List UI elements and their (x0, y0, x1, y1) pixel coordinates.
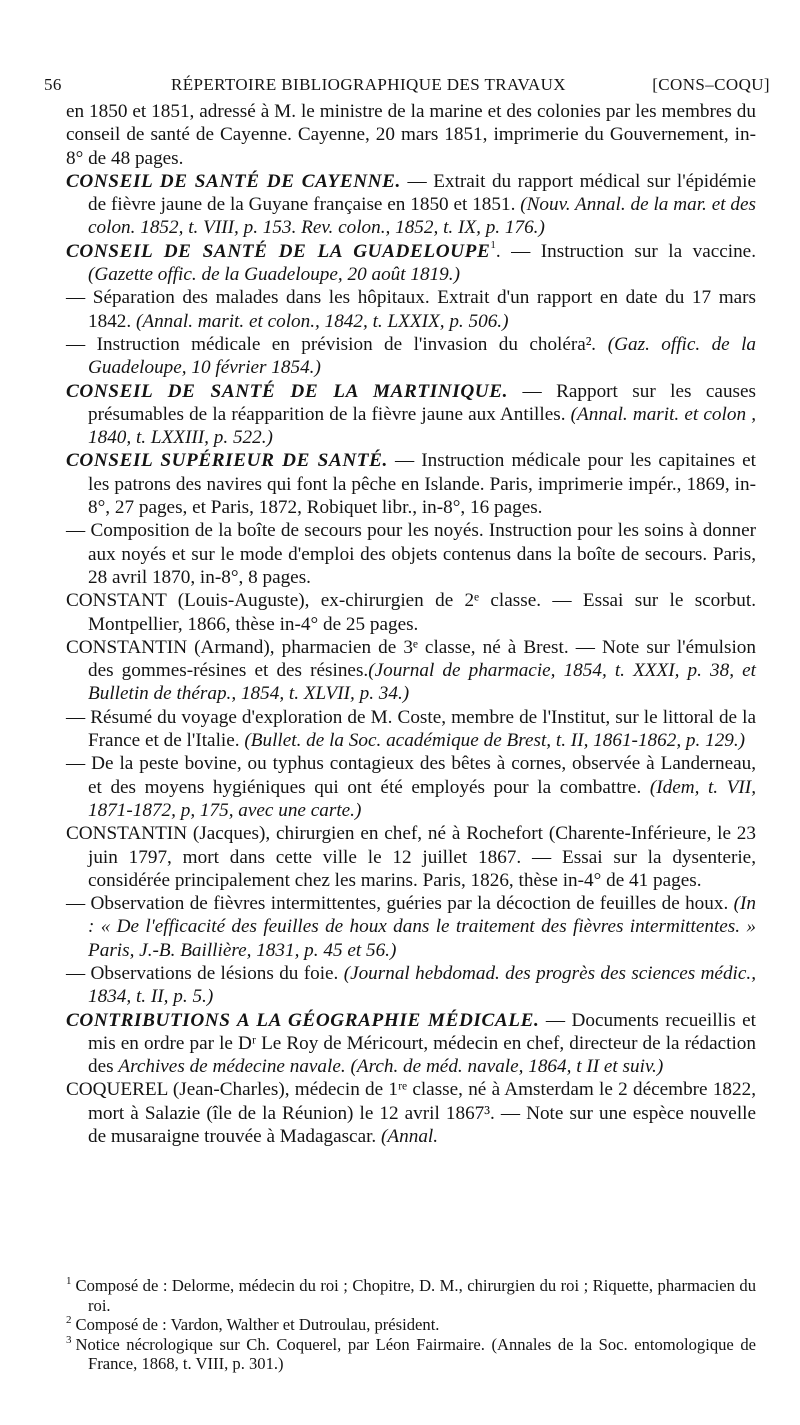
entry-source: (Journal de pharmacie, 1854, t. XXXI, p. 38, et Bulletin de thérap., 1854, t. XLVII, p. 34.) (88, 660, 756, 705)
entry (66, 706, 756, 753)
entry-range: [CONS–COQU] (652, 75, 770, 94)
entry-text: COQUEREL (Jean-Charles), médecin de 1ʳᵉ classe, né à Amsterdam le 2 décembre 1822, mort à Salazie (île de la Réunion) le 12 avril 1867³. — Note sur une espèce nouvelle de musaraigne trouvée à Madagascar. (66, 1079, 756, 1148)
entry-source: (Annal. marit. et colon , 1840, t. LXXIII, p. 522.) (88, 403, 757, 449)
entry-source: (Annal. (381, 1126, 439, 1148)
entry-text: — Extrait du rapport médical sur l'épidémie de fièvre jaune de la Guyane française en 1850 et 1851. (88, 170, 756, 216)
entry (66, 449, 756, 519)
entry-source: (Journal hebdomad. des progrès des sciences médic., 1834, t. II, p. 5.) (88, 962, 756, 1008)
footnote (66, 1315, 756, 1335)
entry-text: CONSTANTIN (Armand), pharmacien de 3ᵉ classe, né à Brest. — Note sur l'émulsion des gommes-résines et des résines. (66, 636, 756, 682)
entry (66, 892, 756, 962)
entry (66, 962, 756, 1009)
entry-text: — Résumé du voyage d'exploration de M. Coste, membre de l'Institut, sur le littoral de la France et de l'Italie. (66, 706, 756, 752)
entry-text: — Documents recueillis et mis en ordre par le Dʳ Le Roy de Méricourt, médecin en chef, directeur de la rédaction des (88, 1009, 756, 1078)
entry-heading: CONSEIL DE SANTÉ DE LA MARTINIQUE. (66, 380, 509, 402)
entry-source: (In : « De l'efficacité des feuilles de houx dans le traitement des fièvres intermittentes. » Paris, J.-B. Baillière, 1831, p. 45 et 56.) (88, 893, 756, 961)
entry-text: — Observations de lésions du foie. (66, 962, 344, 984)
footnote-text: Composé de : Vardon, Walther et Dutroulau, président. (75, 1315, 440, 1334)
entry-heading: CONSEIL DE SANTÉ DE CAYENNE. (66, 170, 401, 192)
entry-heading: CONSEIL DE SANTÉ DE LA GUADELOUPE (66, 240, 491, 262)
entry-source: . (Gaz. offic. de la Guadeloupe, 10 février 1854.) (88, 333, 756, 379)
entry-text: — Rapport sur les causes présumables de la réapparition de la fièvre jaune aux Antilles. (88, 380, 756, 425)
footnote-text: Composé de : Delorme, médecin du roi ; Chopitre, D. M., chirurgien du roi ; Riquette, pharmacien du roi. (75, 1276, 756, 1315)
running-title: RÉPERTOIRE BIBLIOGRAPHIQUE DES TRAVAUX (171, 75, 566, 94)
footnote-text: Notice nécrologique sur Ch. Coquerel, par Léon Fairmaire. (Annales de la Soc. entomologique de France, 1868, t. VIII, p. 301.) (75, 1334, 756, 1373)
page-number: 56 (44, 75, 62, 94)
entry (66, 286, 756, 333)
footnote-number: 2 (66, 1314, 72, 1326)
entry-text: CONSTANT (Louis-Auguste), ex-chirurgien de 2ᵉ classe. — Essai sur le scorbut. Montpellier, 1866, thèse in-4° de 25 pages. (66, 590, 756, 635)
entry-heading: CONTRIBUTIONS A LA GÉOGRAPHIE MÉDICALE. (66, 1009, 540, 1031)
footnote-number: 3 (66, 1333, 72, 1346)
entry-text: — Instruction médicale en prévision de l'invasion du choléra² (66, 333, 592, 355)
footnote (66, 1276, 756, 1315)
footnote-number: 1 (66, 1275, 72, 1287)
entry-source: Archives de médecine navale. (Arch. de méd. navale, 1864, t II et suiv.) (118, 1056, 664, 1078)
entry-text: — Séparation des malades dans les hôpitaux. Extrait d'un rapport en date du 17 mars 1842. (66, 287, 756, 332)
entry (66, 1009, 756, 1079)
running-head (44, 73, 770, 101)
bibliography-body (66, 100, 756, 1148)
entry (66, 636, 756, 706)
entry-text: — De la peste bovine, ou typhus contagieux des bêtes à cornes, observée à Landerneau, et des moyens hygiéniques qui ont été employés pour la combattre. (66, 753, 756, 798)
entry (66, 170, 756, 240)
entry-text: — Composition de la boîte de secours pour les noyés. Instruction pour les soins à donner aux noyés et sur le mode d'emploi des objets contenus dans la boîte de secours. Paris, 28 avril 1870, in-8°, 8 pages. (66, 520, 756, 588)
footnote (66, 1335, 756, 1374)
entry-text: CONSTANTIN (Jacques), chirurgien en chef, né à Rochefort (Charente-Inférieure, le 23 juin 1797, mort dans cette ville le 12 juillet 1867. — Essai sur la dysenterie, considérée principalement chez les marins. Paris, 1826, thèse in-4° de 41 pages. (66, 823, 756, 891)
entry-text: . — Instruction sur la vaccine. (495, 240, 756, 262)
entry (66, 752, 756, 822)
entry (66, 519, 756, 589)
entry (66, 380, 756, 450)
entry-source: (Idem, t. VII, 1871-1872, p, 175, avec une carte.) (88, 776, 756, 821)
entry (66, 100, 756, 170)
entry-text: en 1850 et 1851, adressé à M. le ministre de la marine et des colonies par les membres du conseil de santé de Cayenne. Cayenne, 20 mars 1851, imprimerie du Gouvernement, in-8° de 48 pages. (66, 101, 756, 169)
entry-source: (Annal. marit. et colon., 1842, t. LXXIX, p. 506.) (135, 310, 509, 332)
entry-source: (Nouv. Annal. de la mar. et des colon. 1852, t. VIII, p. 153. Rev. colon., 1852, t. IX, p. 176.) (88, 194, 756, 239)
entry-text: — Observation de fièvres intermittentes, guéries par la décoction de feuilles de houx. (66, 893, 734, 915)
entry-source: (Bullet. de la Soc. académique de Brest, t. II, 1861-1862, p. 129.) (244, 730, 746, 752)
entry-text: — Instruction médicale pour les capitaines et les patrons des navires qui font la pêche en Islande. Paris, imprimerie impér., 1869, in-8°, 27 pages, et Paris, 1872, Robiquet libr., in-8°, 16 pages. (88, 450, 757, 519)
entry (66, 240, 756, 287)
entry (66, 589, 756, 636)
entry (66, 333, 756, 380)
entry (66, 1078, 756, 1148)
entry-heading: CONSEIL SUPÉRIEUR DE SANTÉ. (66, 450, 388, 472)
entry-source: (Gazette offic. de la Guadeloupe, 20 août 1819.) (88, 264, 460, 286)
footnotes (66, 1276, 756, 1374)
entry (66, 822, 756, 892)
footnote-ref: 1 (490, 238, 496, 251)
